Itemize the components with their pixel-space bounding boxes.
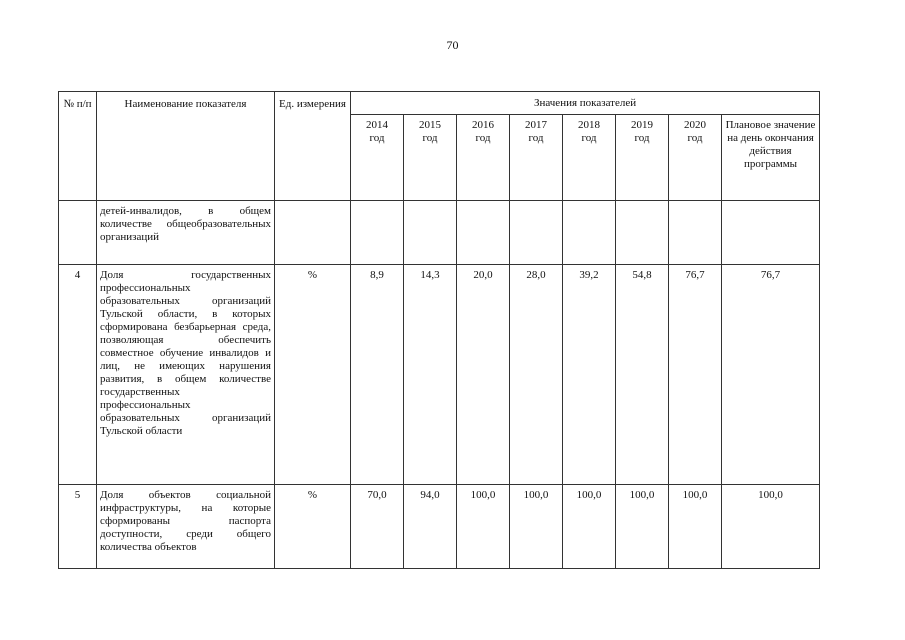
row-value xyxy=(563,201,616,265)
year-cell xyxy=(563,115,616,201)
header-planned-label: Плановое значение на день окончания действия программы xyxy=(725,119,816,170)
row-num: 4 xyxy=(59,265,97,485)
header-name xyxy=(97,92,275,201)
header-unit xyxy=(275,92,351,201)
year-suffix: год xyxy=(581,132,597,144)
row-value: 76,7 xyxy=(669,265,722,485)
year-label: 2014 xyxy=(366,119,388,131)
header-unit-label: Ед. измерения xyxy=(279,98,346,110)
row-name: Доля государственных профессиональных образовательных организаций Тульской области, в которых сформирована безбарьерная среда, позволяющая обеспечить совместное обучение инвалидов и лиц, не имеющих нарушения развития, в общем количестве государственных профессиональных образовательных организаций Тульской области xyxy=(97,265,275,485)
year-label: 2016 xyxy=(472,119,494,131)
row-num xyxy=(59,201,97,265)
row-unit: % xyxy=(275,265,351,485)
row-name: детей-инвалидов, в общем количестве общеобразовательных организаций xyxy=(97,201,275,265)
table-row xyxy=(59,485,820,569)
year-cell xyxy=(351,115,404,201)
year-cell xyxy=(669,115,722,201)
year-suffix: год xyxy=(422,132,438,144)
table-row xyxy=(59,265,820,485)
year-label: 2017 xyxy=(525,119,547,131)
year-cell xyxy=(616,115,669,201)
table-row xyxy=(59,201,820,265)
year-suffix: год xyxy=(687,132,703,144)
row-value xyxy=(457,201,510,265)
row-value: 20,0 xyxy=(457,265,510,485)
row-name: Доля объектов социальной инфраструктуры, на которые сформированы паспорта доступности, среди общего количества объектов xyxy=(97,485,275,569)
row-planned: 100,0 xyxy=(722,485,820,569)
header-row-top xyxy=(59,92,820,115)
row-num: 5 xyxy=(59,485,97,569)
row-unit xyxy=(275,201,351,265)
year-suffix: год xyxy=(528,132,544,144)
page-number: 70 xyxy=(446,38,459,52)
row-value: 28,0 xyxy=(510,265,563,485)
header-num-label: № п/п xyxy=(63,98,92,110)
row-unit: % xyxy=(275,485,351,569)
row-value: 54,8 xyxy=(616,265,669,485)
row-value: 100,0 xyxy=(616,485,669,569)
row-value: 14,3 xyxy=(404,265,457,485)
year-label: 2019 xyxy=(631,119,653,131)
row-value: 94,0 xyxy=(404,485,457,569)
year-cell xyxy=(457,115,510,201)
header-values xyxy=(351,92,820,115)
row-planned xyxy=(722,201,820,265)
header-num xyxy=(59,92,97,201)
row-value xyxy=(351,201,404,265)
row-value xyxy=(510,201,563,265)
header-planned xyxy=(722,115,820,201)
year-cell xyxy=(404,115,457,201)
row-value xyxy=(404,201,457,265)
row-value: 100,0 xyxy=(563,485,616,569)
year-suffix: год xyxy=(475,132,491,144)
year-label: 2018 xyxy=(578,119,600,131)
header-values-label: Значения показателей xyxy=(533,97,637,109)
row-value: 100,0 xyxy=(669,485,722,569)
row-value: 70,0 xyxy=(351,485,404,569)
row-value: 39,2 xyxy=(563,265,616,485)
year-suffix: год xyxy=(634,132,650,144)
row-value: 100,0 xyxy=(510,485,563,569)
year-label: 2020 xyxy=(684,119,706,131)
row-value: 100,0 xyxy=(457,485,510,569)
year-cell xyxy=(510,115,563,201)
year-label: 2015 xyxy=(419,119,441,131)
row-value xyxy=(669,201,722,265)
row-value xyxy=(616,201,669,265)
row-planned: 76,7 xyxy=(722,265,820,485)
year-suffix: год xyxy=(369,132,385,144)
header-name-label: Наименование показателя xyxy=(124,98,247,110)
indicators-table xyxy=(58,91,820,569)
row-value: 8,9 xyxy=(351,265,404,485)
